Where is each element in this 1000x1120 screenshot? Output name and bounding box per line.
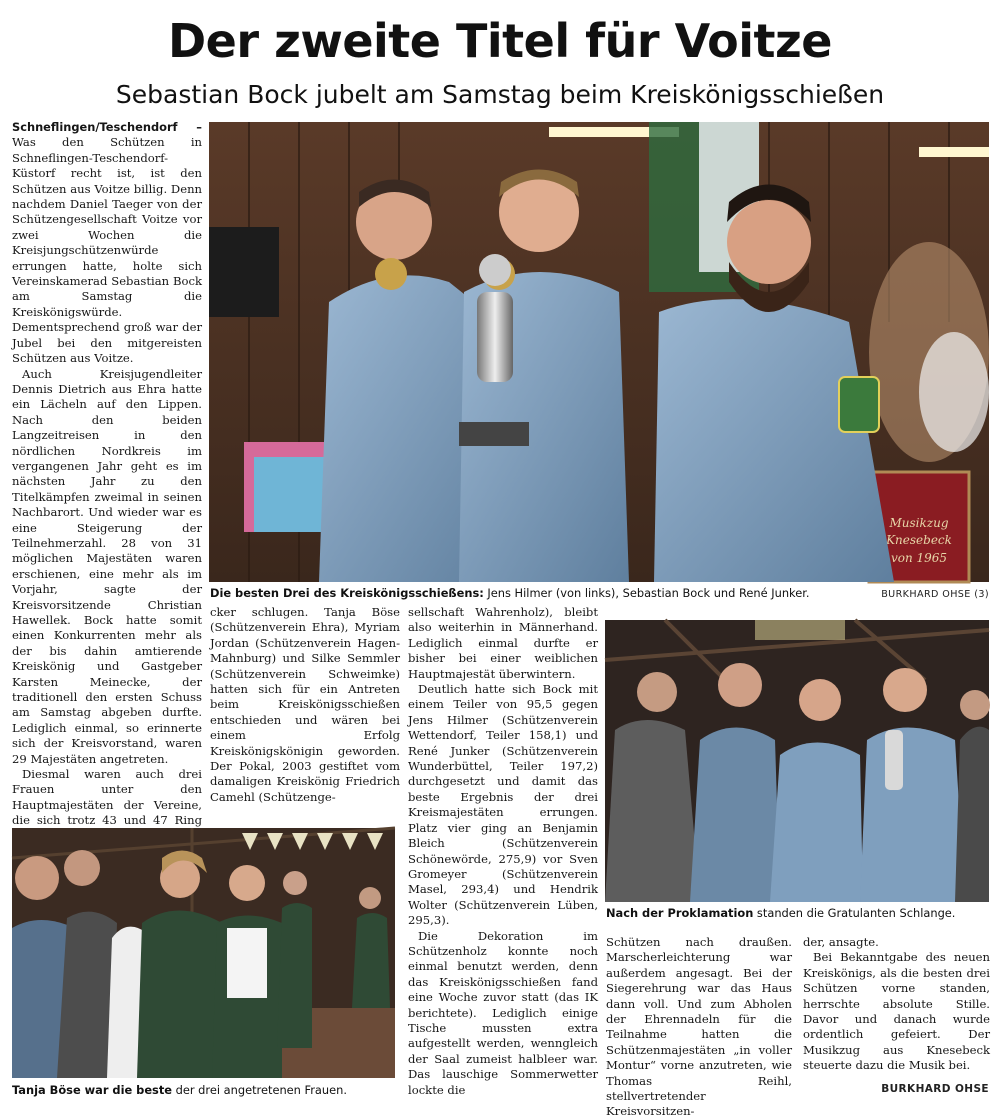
article-column-5 xyxy=(803,935,990,1080)
paragraph: Deutlich hatte sich Bock mit einem Teiler von 95,5 gegen Jens Hilmer (Schützenverein Wettendorf, Teiler 158,1) und René Junker (Schützenverein Wunderbüttel, Teiler 197,2) durchgesetzt und damit das beste Ergebnis der drei Kreismajestäten errungen. Platz vier ging an Benjamin Bleich (Schützenverein Schönewörde, 275,9) vor Sven Gromeyer (Schützenverein Masel, 293,4) und Hendrik Wolter (Schützenverein Lüben, 295,3). xyxy=(408,682,598,928)
article-column-2 xyxy=(210,605,400,820)
article-column-1 xyxy=(12,120,202,828)
svg-text:Knesebeck: Knesebeck xyxy=(886,533,952,547)
paragraph: Was den Schützen in Schneflingen-Teschendorf-Küstorf recht ist, ist den Schützen aus Voitze billig. Denn nachdem Daniel Taeger von der Schützengesellschaft Voitze vor zwei Wochen die Kreisjungschützenwürde errungen hatte, holte sich Vereinskamerad Sebastian Bock am Samstag die Kreiskönigswürde. Dementsprechend groß war der Jubel bei den mitgereisten Schützen aus Voitze. xyxy=(12,135,202,366)
paragraph: sellschaft Wahrenholz), bleibt also weiterhin in Männerhand. Lediglich einmal durfte er bisher bei einer weiblichen Hauptmajestät überwintern. xyxy=(408,605,598,681)
paragraph: cker schlugen. Tanja Böse (Schützenverein Ehra), Myriam Jordan (Schützenverein Hagen-Mahnburg) und Silke Semmler (Schützenverein Schweimke) hatten sich für ein Antreten beim Kreiskönigsschießen entschieden und wären bei einem Erfolg Kreiskönigskönigin geworden. Der Pokal, 2003 gestiftet vom damaligen Kreiskönig Friedrich Camehl (Schützenge- xyxy=(210,605,400,804)
women-photo-caption xyxy=(12,1083,347,1097)
headline: Der zweite Titel für Voitze xyxy=(167,14,832,68)
caption-text: Jens Hilmer (von links), Sebastian Bock und René Junker. xyxy=(483,586,810,600)
dateline: Schneflingen/Teschendorf – xyxy=(12,120,202,134)
svg-text:Musikzug: Musikzug xyxy=(889,516,949,530)
photo-credit: BURKHARD OHSE (3) xyxy=(881,589,989,600)
main-photo-caption xyxy=(210,586,810,600)
caption-text: der drei angetretenen Frauen. xyxy=(172,1083,347,1097)
svg-text:von 1965: von 1965 xyxy=(890,551,948,565)
article-column-4 xyxy=(606,935,792,1119)
paragraph: Diesmal waren auch drei Frauen unter den Hauptmajestäten der Vereine, die sich trotz 43 und 47 Ring xyxy=(12,767,202,828)
subheadline: Sebastian Bock jubelt am Samstag beim Kreiskönigsschießen xyxy=(115,80,885,109)
proclamation-photo-caption xyxy=(606,906,955,920)
main-photo xyxy=(209,122,989,582)
article-column-3 xyxy=(408,605,598,1095)
paragraph: Schützen nach draußen. Marscherleichterung war außerdem angesagt. Bei der Siegerehrung war das Haus dann voll. Und zum Abholen der Ehrennadeln für die Teilnahme hatten die Schützenmajestäten „in voller Montur“ vorne anzutreten, wie Thomas Reihl, stellvertretender Kreisvorsitzen- xyxy=(606,935,792,1119)
paragraph: Die Dekoration im Schützenholz konnte noch einmal benutzt werden, denn das Kreiskönigsschießen fand eine Woche zuvor statt (das IK berichtete). Lediglich einige Tische mussten extra aufgestellt werden, wenngleich der Saal zumeist halbleer war. Das lauschige Sommerwetter lockte die xyxy=(408,928,598,1097)
paragraph: Bei Bekanntgabe des neuen Kreiskönigs, als die besten drei Schützen vorne standen, herrschte absolute Stille. Davor und danach wurde ordentlich gefeiert. Der Musikzug aus Knesebeck steuerte dazu die Musik bei. xyxy=(803,950,990,1073)
women-photo xyxy=(12,828,395,1078)
proclamation-photo xyxy=(605,620,989,902)
caption-bold: Nach der Proklamation xyxy=(606,906,754,920)
caption-bold: Tanja Böse war die beste xyxy=(12,1083,173,1097)
paragraph: Auch Kreisjugendleiter Dennis Dietrich aus Ehra hatte ein Lächeln auf den Lippen. Nach den beiden Langzeitreisen in den nördlichen Nordkreis im vergangenen Jahr geht es im nächsten Jahr zu den Titelkämpfen zweimal in seinen Nachbarort. Und wieder war es eine Steigerung der Teilnehmerzahl. 28 von 31 möglichen Majestäten waren erschienen, eine mehr als im Vorjahr, sagte der Kreisvorsitzende Christian Hawellek. Bock hatte somit einen Konkurrenten mehr als der bis dahin amtierende Kreiskönig und Gastgeber Karsten Meinecke, der traditionell den ersten Schuss am Samstag abgeben durfte. Lediglich einmal, so erinnerte sich der Kreisvorstand, waren 29 Majestäten angetreten. xyxy=(12,366,202,766)
paragraph: der, ansagte. xyxy=(803,935,879,949)
caption-text: standen die Gratulanten Schlange. xyxy=(753,906,956,920)
photo-credit: BURKHARD OHSE xyxy=(881,1083,989,1095)
caption-bold: Die besten Drei des Kreiskönigsschießens: xyxy=(210,586,484,600)
